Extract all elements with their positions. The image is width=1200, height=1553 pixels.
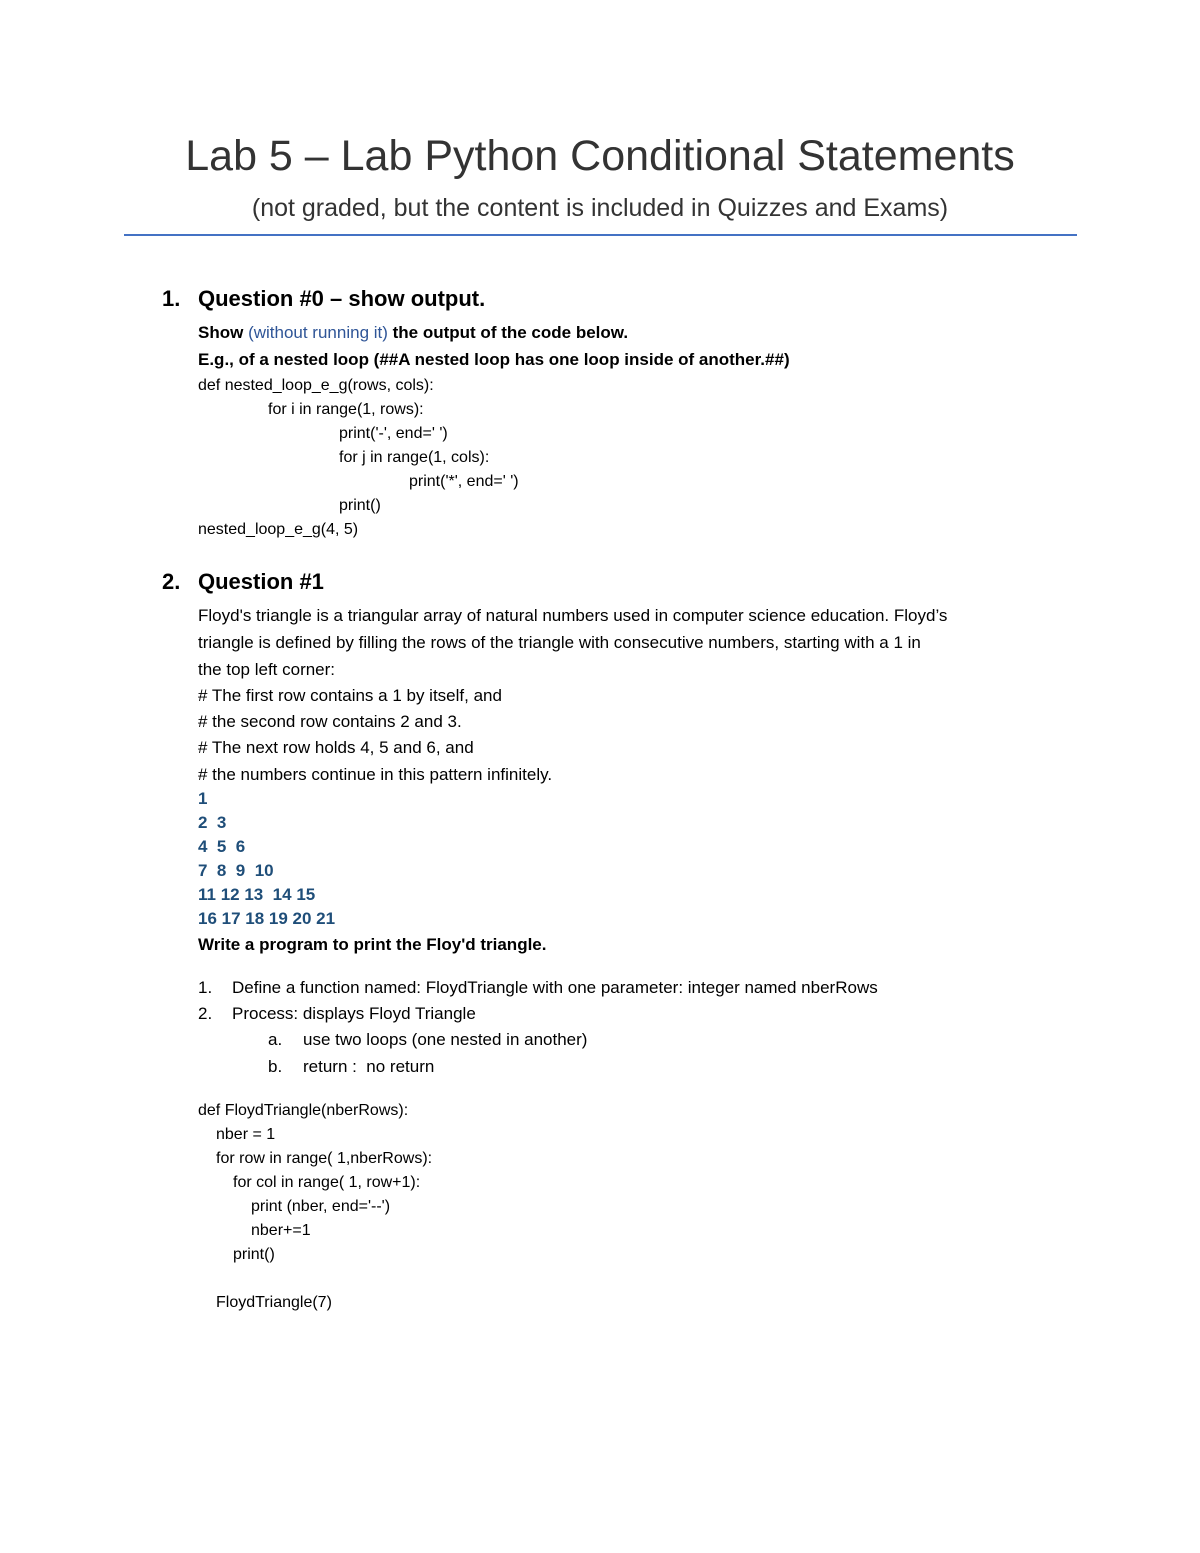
question-0-title: Question #0 – show output. xyxy=(198,286,486,311)
triangle-row: 2 3 xyxy=(198,813,227,832)
code-line: def nested_loop_e_g(rows, cols): xyxy=(198,377,434,394)
triangle-row: 11 12 13 14 15 xyxy=(198,885,316,904)
question-1-number: 2. xyxy=(162,569,181,594)
question-0-number: 1. xyxy=(162,286,181,311)
substep-text: return : no return xyxy=(303,1057,435,1076)
comment-line: # The next row holds 4, 5 and 6, and xyxy=(198,738,474,757)
substep-letter: a. xyxy=(268,1030,283,1049)
triangle-row: 1 xyxy=(198,789,208,808)
code-line: print (nber, end='--') xyxy=(251,1198,391,1215)
code-line: print() xyxy=(233,1246,275,1263)
title-divider xyxy=(124,234,1077,236)
step-text: Define a function named: FloydTriangle with one parameter: integer named nberRows xyxy=(232,978,878,997)
code-line: FloydTriangle(7) xyxy=(216,1294,332,1311)
code-line: for row in range( 1,nberRows): xyxy=(216,1150,433,1167)
task-statement: Write a program to print the Floy'd triangle. xyxy=(198,935,547,954)
triangle-row: 7 8 9 10 xyxy=(198,861,274,880)
question-1-title: Question #1 xyxy=(198,569,324,594)
step-number: 1. xyxy=(198,978,213,997)
step-number: 2. xyxy=(198,1004,213,1023)
code-line: for col in range( 1, row+1): xyxy=(233,1174,421,1191)
code-line: nber = 1 xyxy=(216,1126,276,1143)
instruction-paren: (without running it) xyxy=(248,323,388,342)
substep-text: use two loops (one nested in another) xyxy=(303,1030,588,1049)
code-line: def FloydTriangle(nberRows): xyxy=(198,1102,409,1119)
triangle-row: 4 5 6 xyxy=(198,837,246,856)
paragraph-line: the top left corner: xyxy=(198,660,336,679)
code-line: nber+=1 xyxy=(251,1222,311,1239)
triangle-row: 16 17 18 19 20 21 xyxy=(198,909,336,928)
code-line: for j in range(1, cols): xyxy=(339,449,490,466)
question-0-example: E.g., of a nested loop (##A nested loop has one loop inside of another.##) xyxy=(198,350,790,369)
document-subtitle: (not graded, but the content is included in Quizzes and Exams) xyxy=(251,194,949,222)
instruction-rest: the output of the code below. xyxy=(387,323,629,342)
comment-line: # The first row contains a 1 by itself, and xyxy=(198,686,502,705)
document-title: Lab 5 – Lab Python Conditional Statements xyxy=(185,132,1015,180)
comment-line: # the second row contains 2 and 3. xyxy=(198,712,462,731)
paragraph-line: triangle is defined by filling the rows of the triangle with consecutive numbers, starting with a 1 in xyxy=(198,633,921,652)
instruction-show: Show xyxy=(198,323,249,342)
code-line: print('-', end=' ') xyxy=(339,425,448,442)
question-0-instruction xyxy=(198,323,628,343)
paragraph-line: Floyd's triangle is a triangular array of natural numbers used in computer science education. Floyd’s xyxy=(198,606,948,625)
comment-line: # the numbers continue in this pattern infinitely. xyxy=(198,765,553,784)
code-line: nested_loop_e_g(4, 5) xyxy=(198,521,359,538)
code-line: for i in range(1, rows): xyxy=(268,401,424,418)
substep-letter: b. xyxy=(268,1057,283,1076)
code-line: print('*', end=' ') xyxy=(409,473,519,490)
step-text: Process: displays Floyd Triangle xyxy=(232,1004,476,1023)
code-line: print() xyxy=(339,497,381,514)
